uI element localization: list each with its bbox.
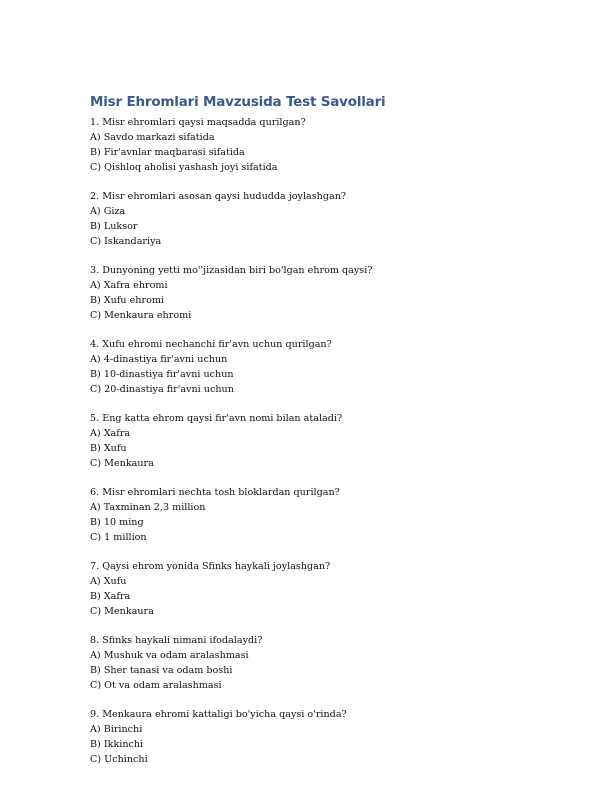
question-text: 4. Xufu ehromi nechanchi fir'avn uchun qurilgan? xyxy=(90,338,332,350)
question-block xyxy=(90,411,570,471)
question-text: 1. Misr ehromlari qaysi maqsadda qurilgan? xyxy=(90,117,306,128)
answer-option: A) 4-dinastiya fir'avni uchun xyxy=(90,354,228,365)
answer-option: A) Xufu xyxy=(90,575,127,587)
answer-option: A) Taxminan 2,3 million xyxy=(90,501,206,513)
answer-option: B) Fir'avnlar maqbarasi sifatida xyxy=(90,147,245,159)
answer-option: B) Xafra xyxy=(90,591,131,602)
answer-option: C) Uchinchi xyxy=(90,754,148,766)
answer-option: C) Menkaura xyxy=(90,458,154,470)
question-block xyxy=(90,707,570,767)
question-text: 9. Menkaura ehromi kattaligi bo'yicha qaysi o'rinda? xyxy=(90,708,347,720)
question-text: 7. Qaysi ehrom yonida Sfinks haykali joylashgan? xyxy=(90,560,331,572)
answer-option: A) Xafra xyxy=(90,427,131,439)
answer-option: B) Luksor xyxy=(90,221,138,233)
answer-option: C) Ot va odam aralashmasi xyxy=(90,680,222,692)
answer-option: B) 10 ming xyxy=(90,517,144,529)
answer-option: B) Sher tanasi va odam boshi xyxy=(90,664,233,676)
answer-option: C) Qishloq aholisi yashash joyi sifatida xyxy=(90,162,278,174)
question-block xyxy=(90,485,570,545)
answer-option: B) Ikkinchi xyxy=(90,738,144,750)
answer-option: A) Xafra ehromi xyxy=(90,280,168,292)
answer-option: C) Iskandariya xyxy=(90,236,162,248)
question-text: 2. Misr ehromlari asosan qaysi hududda joylashgan? xyxy=(90,190,347,202)
answer-option: A) Giza xyxy=(90,206,126,218)
answer-option: C) Menkaura xyxy=(90,606,154,618)
question-block xyxy=(90,115,570,175)
answer-option: B) Xufu xyxy=(90,443,127,455)
question-list xyxy=(90,115,570,781)
answer-option: B) Xufu ehromi xyxy=(90,295,165,307)
question-text: 3. Dunyoning yetti mo''jizasidan biri bo'lgan ehrom qaysi? xyxy=(90,264,373,276)
question-block xyxy=(90,337,570,397)
question-block xyxy=(90,633,570,693)
answer-option: C) Menkaura ehromi xyxy=(90,310,192,322)
answer-option: B) 10-dinastiya fir'avni uchun xyxy=(90,369,234,381)
question-block xyxy=(90,189,570,249)
answer-option: A) Savdo markazi sifatida xyxy=(90,132,215,144)
answer-option: A) Birinchi xyxy=(90,723,143,735)
answer-option: C) 20-dinastiya fir'avni uchun xyxy=(90,384,234,396)
question-block xyxy=(90,559,570,619)
document-title: Misr Ehromlari Mavzusida Test Savollari xyxy=(90,94,386,110)
question-text: 6. Misr ehromlari nechta tosh bloklardan qurilgan? xyxy=(90,486,340,498)
question-block xyxy=(90,263,570,323)
question-text: 8. Sfinks haykali nimani ifodalaydi? xyxy=(90,634,263,646)
answer-option: A) Mushuk va odam aralashmasi xyxy=(90,649,249,661)
answer-option: C) 1 million xyxy=(90,532,147,544)
question-text: 5. Eng katta ehrom qaysi fir'avn nomi bilan ataladi? xyxy=(90,412,343,424)
